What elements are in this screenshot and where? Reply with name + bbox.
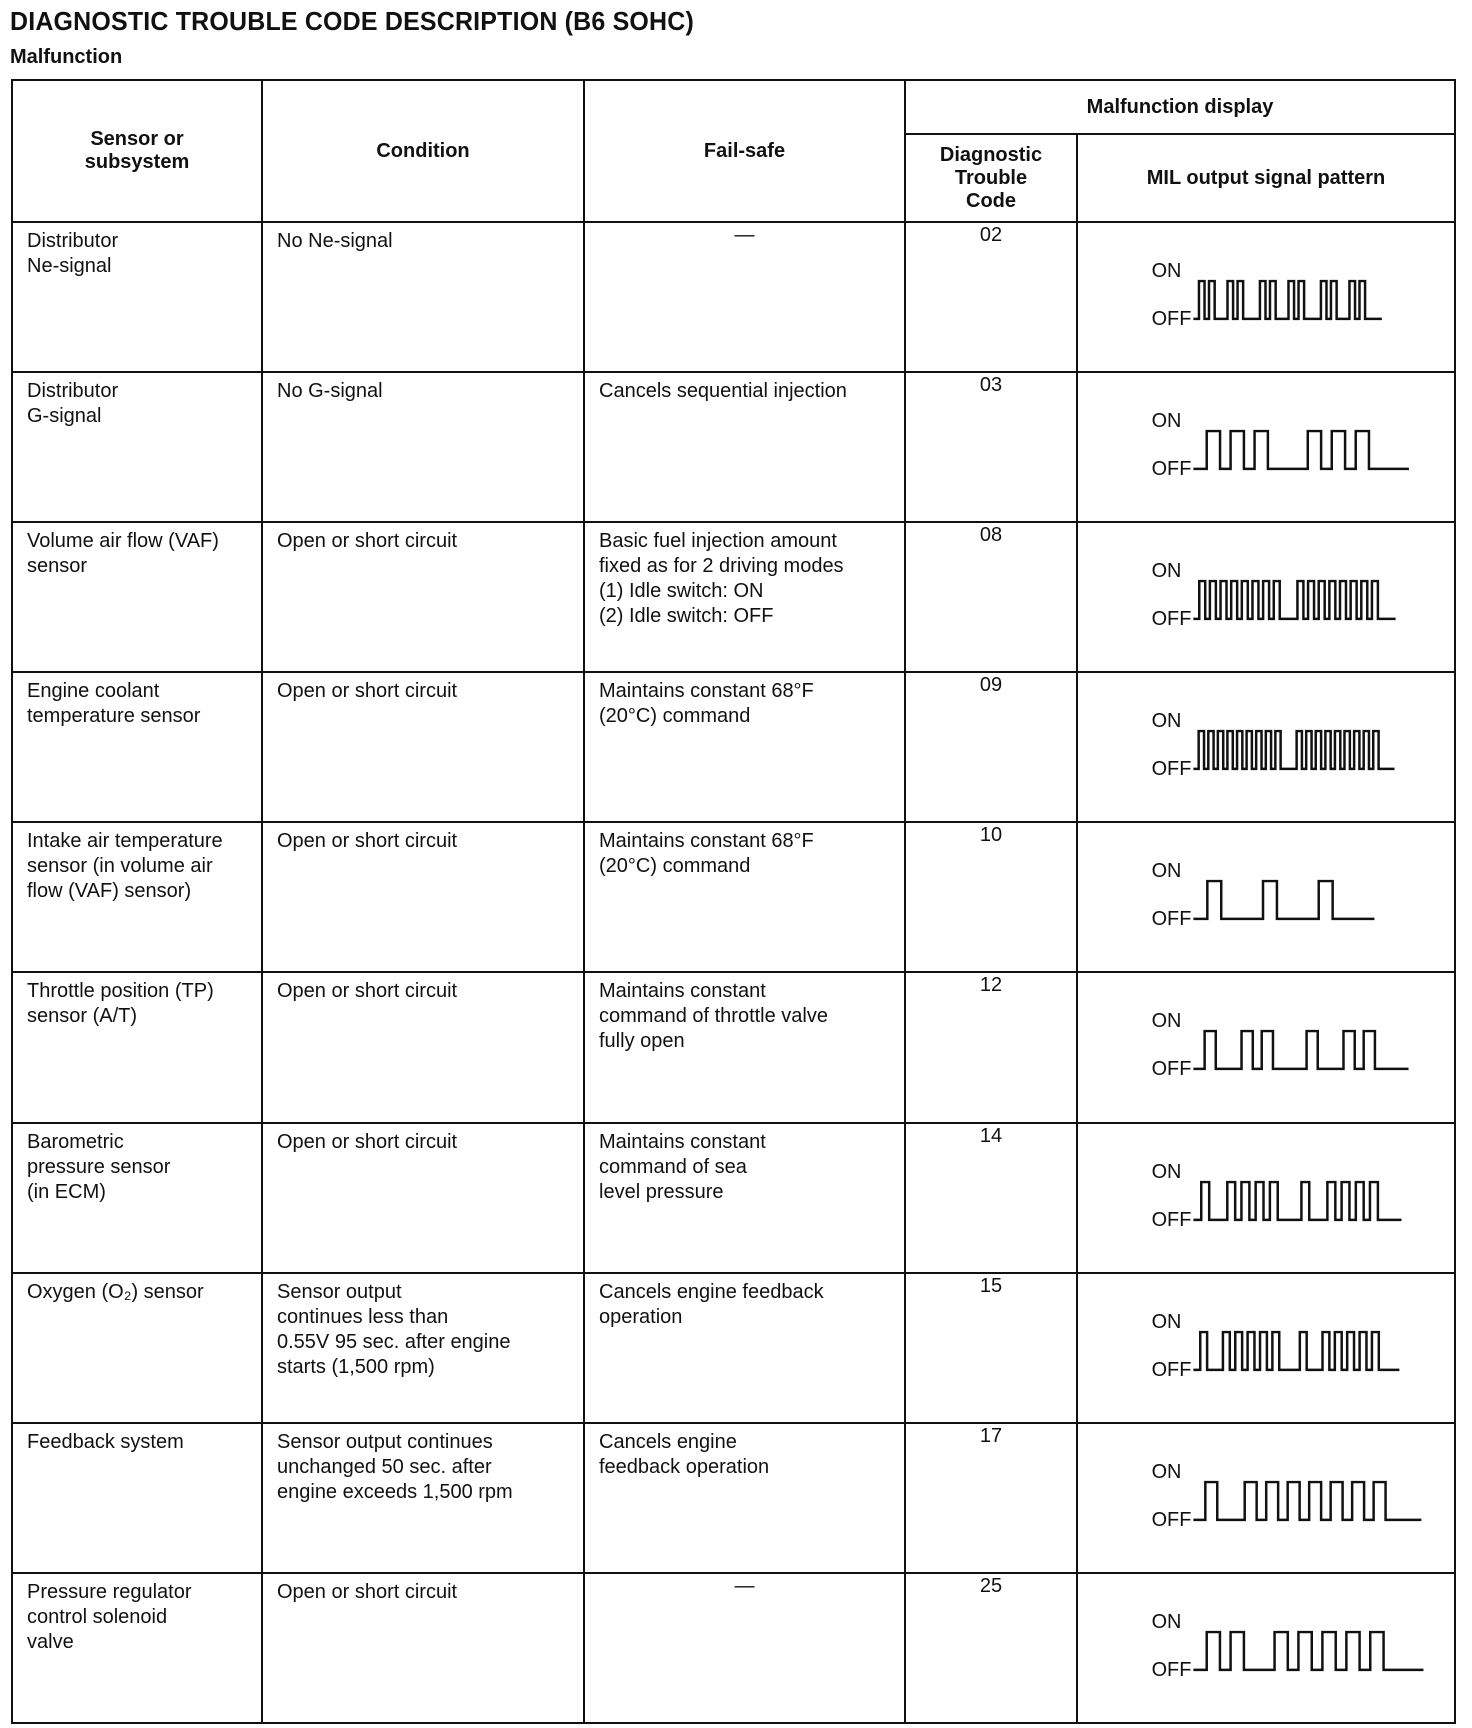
table-row	[12, 222, 1455, 372]
mil-signal-waveform	[1078, 223, 1454, 363]
mil-pattern-cell	[1077, 1273, 1455, 1423]
table-row	[12, 1273, 1455, 1423]
sensor-cell: Distributor G-signal	[12, 372, 262, 522]
on-label: ON	[1151, 410, 1182, 433]
sensor-cell: Volume air flow (VAF) sensor	[12, 522, 262, 672]
failsafe-cell: Basic fuel injection amount fixed as for 2 driving modes (1) Idle switch: ON (2) Idle switch: OFF	[584, 522, 905, 672]
off-label: OFF	[1151, 457, 1192, 480]
dtc-code-cell: 08	[905, 522, 1077, 672]
mil-signal-waveform	[1078, 1424, 1454, 1564]
signal-trace	[1193, 281, 1381, 319]
condition-cell: Open or short circuit	[262, 822, 584, 972]
sensor-cell: Oxygen (O₂) sensor	[12, 1273, 262, 1423]
mil-pattern-cell	[1077, 972, 1455, 1122]
on-label: ON	[1151, 1460, 1182, 1483]
header-condition: Condition	[262, 80, 584, 222]
dtc-table	[11, 79, 1456, 1724]
table-row	[12, 672, 1455, 822]
mil-pattern-cell	[1077, 822, 1455, 972]
failsafe-cell: Maintains constant command of sea level pressure	[584, 1123, 905, 1273]
dtc-code-cell: 25	[905, 1573, 1077, 1723]
dtc-code-cell: 14	[905, 1123, 1077, 1273]
mil-signal-waveform	[1078, 823, 1454, 963]
sensor-cell: Barometric pressure sensor (in ECM)	[12, 1123, 262, 1273]
page-title: DIAGNOSTIC TROUBLE CODE DESCRIPTION (B6 SOHC)	[10, 6, 694, 36]
dtc-code-cell: 17	[905, 1423, 1077, 1573]
condition-cell: Open or short circuit	[262, 1123, 584, 1273]
sensor-cell: Throttle position (TP) sensor (A/T)	[12, 972, 262, 1122]
dtc-code-cell: 10	[905, 822, 1077, 972]
table-row	[12, 372, 1455, 522]
failsafe-cell: Maintains constant 68°F (20°C) command	[584, 822, 905, 972]
mil-pattern-cell	[1077, 1123, 1455, 1273]
table-row	[12, 822, 1455, 972]
dtc-code-cell: 12	[905, 972, 1077, 1122]
header-code: Diagnostic Trouble Code	[905, 134, 1077, 222]
mil-signal-waveform	[1078, 523, 1454, 663]
mil-pattern-cell	[1077, 522, 1455, 672]
condition-cell: Sensor output continues unchanged 50 sec. after engine exceeds 1,500 rpm	[262, 1423, 584, 1573]
on-label: ON	[1151, 1160, 1182, 1183]
failsafe-cell: Cancels engine feedback operation	[584, 1273, 905, 1423]
on-label: ON	[1151, 1010, 1182, 1033]
off-label: OFF	[1151, 608, 1192, 631]
failsafe-cell: Maintains constant command of throttle valve fully open	[584, 972, 905, 1122]
off-label: OFF	[1151, 1058, 1192, 1081]
signal-trace	[1193, 1032, 1408, 1070]
signal-trace	[1193, 1632, 1423, 1670]
dtc-code-cell: 02	[905, 222, 1077, 372]
off-label: OFF	[1151, 307, 1192, 330]
failsafe-cell: Cancels sequential injection	[584, 372, 905, 522]
table-row	[12, 522, 1455, 672]
mil-pattern-cell	[1077, 672, 1455, 822]
off-label: OFF	[1151, 1358, 1192, 1381]
dtc-code-cell: 15	[905, 1273, 1077, 1423]
mil-signal-waveform	[1078, 1124, 1454, 1264]
condition-cell: Open or short circuit	[262, 522, 584, 672]
dtc-code-cell: 09	[905, 672, 1077, 822]
header-mil-pattern: MIL output signal pattern	[1077, 134, 1455, 222]
header-sensor: Sensor or subsystem	[12, 80, 262, 222]
table-row	[12, 1573, 1455, 1723]
sensor-cell: Pressure regulator control solenoid valve	[12, 1573, 262, 1723]
on-label: ON	[1151, 560, 1182, 583]
off-label: OFF	[1151, 1508, 1192, 1531]
mil-pattern-cell	[1077, 372, 1455, 522]
signal-trace	[1193, 731, 1394, 769]
mil-signal-waveform	[1078, 973, 1454, 1113]
condition-cell: No Ne-signal	[262, 222, 584, 372]
sensor-cell: Engine coolant temperature sensor	[12, 672, 262, 822]
section-subtitle: Malfunction	[10, 46, 123, 68]
off-label: OFF	[1151, 758, 1192, 781]
failsafe-cell: —	[584, 1573, 905, 1723]
mil-signal-waveform	[1078, 1574, 1454, 1714]
signal-trace	[1193, 881, 1374, 919]
on-label: ON	[1151, 1610, 1182, 1633]
condition-cell: Sensor output continues less than 0.55V 95 sec. after engine starts (1,500 rpm)	[262, 1273, 584, 1423]
condition-cell: Open or short circuit	[262, 672, 584, 822]
signal-trace	[1193, 431, 1409, 469]
failsafe-cell: Cancels engine feedback operation	[584, 1423, 905, 1573]
signal-trace	[1193, 581, 1395, 619]
failsafe-cell: —	[584, 222, 905, 372]
mil-pattern-cell	[1077, 1573, 1455, 1723]
on-label: ON	[1151, 260, 1182, 283]
condition-cell: Open or short circuit	[262, 972, 584, 1122]
dtc-code-cell: 03	[905, 372, 1077, 522]
sensor-cell: Distributor Ne-signal	[12, 222, 262, 372]
on-label: ON	[1151, 710, 1182, 733]
table-row	[12, 972, 1455, 1122]
off-label: OFF	[1151, 908, 1192, 931]
signal-trace	[1193, 1482, 1421, 1520]
header-malfunction-display: Malfunction display	[905, 80, 1455, 134]
condition-cell: No G-signal	[262, 372, 584, 522]
on-label: ON	[1151, 1310, 1182, 1333]
on-label: ON	[1151, 860, 1182, 883]
mil-pattern-cell	[1077, 1423, 1455, 1573]
mil-signal-waveform	[1078, 1274, 1454, 1414]
off-label: OFF	[1151, 1208, 1192, 1231]
mil-pattern-cell	[1077, 222, 1455, 372]
header-failsafe: Fail-safe	[584, 80, 905, 222]
mil-signal-waveform	[1078, 673, 1454, 813]
failsafe-cell: Maintains constant 68°F (20°C) command	[584, 672, 905, 822]
signal-trace	[1193, 1332, 1399, 1370]
mil-signal-waveform	[1078, 373, 1454, 513]
table-row	[12, 1423, 1455, 1573]
table-row	[12, 1123, 1455, 1273]
off-label: OFF	[1151, 1658, 1192, 1681]
sensor-cell: Intake air temperature sensor (in volume air flow (VAF) sensor)	[12, 822, 262, 972]
sensor-cell: Feedback system	[12, 1423, 262, 1573]
signal-trace	[1193, 1182, 1401, 1220]
condition-cell: Open or short circuit	[262, 1573, 584, 1723]
